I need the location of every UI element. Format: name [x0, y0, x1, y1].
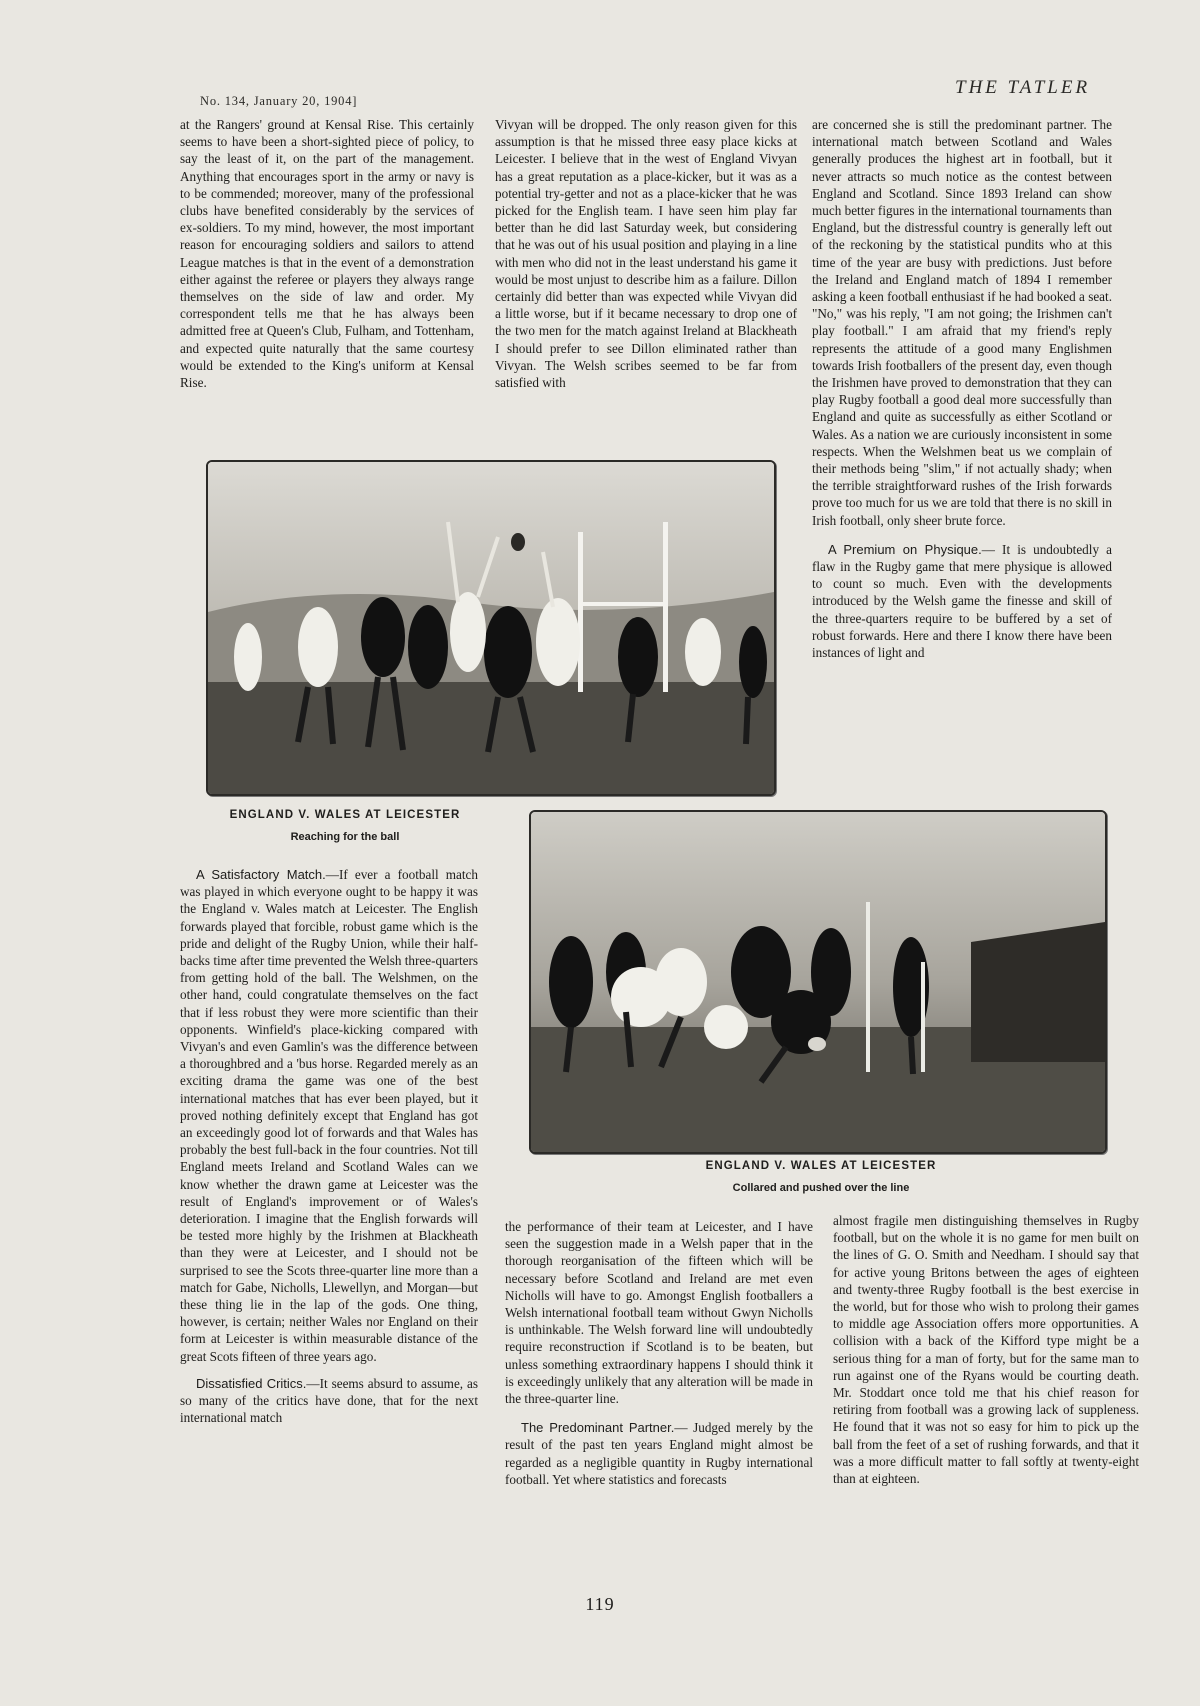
paragraph-text: — Judged merely by the result of the past ten years England might almost be regarded as a negligible quantity in Rugby international football. Yet where statistics and forecasts [505, 1420, 813, 1487]
section-heading: A Satisfactory Match. [196, 867, 326, 882]
paragraph: the performance of their team at Leicester, and I have seen the suggestion made in a Welsh paper that in the thorough reorganisation of the fifteen which will be necessary before Scotland and Ireland are met even Nicholls will have to go. Amongst English footballers a Welsh international football team without Gwyn Nicholls is unthinkable. The Welsh forward line will undoubtedly require reconstruction if Scotland is to be beaten, but unless something extraordinary happens I should think it is exceedingly unlikely that any alteration will be made in the three-quarter line. [505, 1219, 813, 1407]
section-heading: Dissatisfied Critics. [196, 1375, 307, 1391]
photo-reaching-for-ball [206, 460, 776, 796]
column-bottom-middle [505, 1218, 813, 1576]
magazine-title: THE TATLER [955, 77, 1091, 98]
paragraph-text: —If ever a football match was played in which everyone ought to be happy it was the England v. Wales match at Leicester. The English forwards played that forcible, robust game which is the pride and delight of the Rugby Union, while their half-backs time after time prevented the Welsh three-quarters from getting hold of the ball. The Welshmen, on the other hand, could congratulate themselves on the fact that if less robust they were more scientific than their opponents. Winfield's place-kicking compared with Vivyan's and even Gamlin's was the difference between a thoroughbred and a 'bus horse. Regarded merely as an exciting drama the game was one of the best international matches that has ever been played, but it proved nothing definitely except that England has got an exceedingly good lot of forwards and that Wales has probably the best full-back in the four countries. Not till England meets Ireland and Scotland Wales can we know whether the drawn game at Leicester was the result of England's improvement or of Wales's deterioration. I imagine that the English forwards will be tested more highly by the Irishmen at Blackheath than they were at Leicester, and I should not be surprised to see the Scots three-quarter line more than a match for Gabe, Nicholls, Llewellyn, and Morgan—but these thing lie in the lap of the gods. One thing, however, is certain; neither Wales nor England on their form at Leicester is within measurable distance of the great Scots fifteen of three years ago. [180, 867, 478, 1364]
paragraph-satisfactory [180, 866, 478, 1365]
paragraph-critics [180, 1375, 478, 1427]
paragraph: Vivyan will be dropped. The only reason given for this assumption is that he missed three easy place kicks at Leicester. I believe that in the west of England Vivyan has a great reputation as a place-kicker, but it was as a potential try-getter and not as a place-kicker that he was picked for the English team. I have seen him play far better than he did last Saturday week, but considering that he was out of his usual position and playing in a line with men who did not in the least understand his game it would be most unjust to describe him as a failure. Dillon certainly did better than was expected while Vivyan did a little worse, but if it became necessary to drop one of the two men for the match against Ireland at Blackheath I should prefer to see Dillon eliminated rather than Vivyan. The Welsh scribes seemed to be far from satisfied with [495, 117, 797, 391]
paragraph-physique [812, 541, 1112, 661]
photo-caption-title: ENGLAND V. WALES AT LEICESTER [705, 1160, 937, 1172]
paragraph-text: — It is undoubtedly a flaw in the Rugby game that mere physique is allowed to count so much. Even with the developments introduced by the Welsh game the finesse and skill of the three-quarters require to be buffered by a set of robust forwards. Here and there I know there have been instances of light and [812, 541, 1112, 661]
photo-collared-over-line [529, 810, 1107, 1154]
paragraph-text: —It seems absurd to assume, as so many of the critics have done, that for the next international match [180, 1375, 478, 1426]
section-heading: The Predominant Partner. [521, 1420, 675, 1436]
rugby-lineout-image [208, 462, 774, 794]
rugby-tackle-image [531, 812, 1105, 1152]
photo-caption-subtitle: Collared and pushed over the line [732, 1182, 910, 1194]
photo-caption-subtitle: Reaching for the ball [290, 831, 400, 843]
paragraph: almost fragile men distinguishing themselves in Rugby football, but on the whole it is no game for men built on the lines of G. O. Smith and Needham. I should say that for active young Britons between the ages of eighteen and twenty-three Rugby football is the best exercise in the world, but for those who wish to prolong their games to middle age Association offers more opportunities. A collision with a back of the Kifford type might be a serious thing for a man of forty, but for the same man to run against one of the Ryans would be courting death. Mr. Stoddart once told me that his chief reason for retiring from football was a growing lack of suppleness. He found that it was not so easy for him to pick up the ball from the feet of a set of rushing forwards, and that it was a more difficult matter to fall softly at twenty-eight than at eighteen. [833, 1213, 1139, 1487]
page-number: 119 [585, 1594, 615, 1614]
paragraph-predominant [505, 1419, 813, 1488]
paragraph: are concerned she is still the predominant partner. The international match between Scotland and Wales generally produces the highest art in football, but it never attracts so much notice as the contest between England and Scotland. Since 1893 Ireland can show much better figures in the international tournaments than England, but the distressful country is generally left out of the reckoning by the statistical pundits who at this time of the year are busy with predictions. Just before the Ireland and England match of 1894 I remember asking a keen football enthusiast if he had booked a seat. "No," was his reply, "I am not going; the Irishmen can't play football." I am afraid that my friend's reply represents the attitude of a good many Englishmen towards Irish footballers of the present day, even though the Irishmen have proved to demonstration that they can play Rugby football a good deal more successfully than England and quite as successfully as either Scotland or Wales. As a nation we are curiously inconsistent in some respects. When the Welshmen beat us we complain of their methods being "slim," if not actually shady; when the terrible straightforward rushes of the Irish forwards prove too much for us we are told that there is no skill in Irish football, only sheer brute force. [812, 117, 1112, 528]
column-lower-left [180, 866, 478, 1576]
paragraph: at the Rangers' ground at Kensal Rise. This certainly seems to have been a short-sighted piece of policy, to say the least of it, on the part of the management. Anything that encourages sport in the army or navy is to be commended; moreover, many of the professional clubs have benefited considerably by the services of ex-soldiers. To my mind, however, the most important reason for encouraging soldiers and sailors to attend League matches is that in the event of a demonstration either against the referee or players they always range themselves on the side of law and order. My correspondent tells me that he has always been admitted free at Queen's Club, Fulham, and Tottenham, and expected quite naturally that the same courtesy would be extended to the King's uniform at Kensal Rise. [180, 117, 474, 391]
column-top-middle [495, 116, 797, 446]
column-bottom-right [833, 1212, 1139, 1578]
column-top-left [180, 116, 474, 466]
column-right-upper [812, 116, 1112, 790]
issue-date: No. 134, January 20, 1904] [200, 94, 358, 108]
section-heading: A Premium on Physique. [828, 541, 982, 557]
photo-caption-title: ENGLAND V. WALES AT LEICESTER [229, 809, 461, 821]
